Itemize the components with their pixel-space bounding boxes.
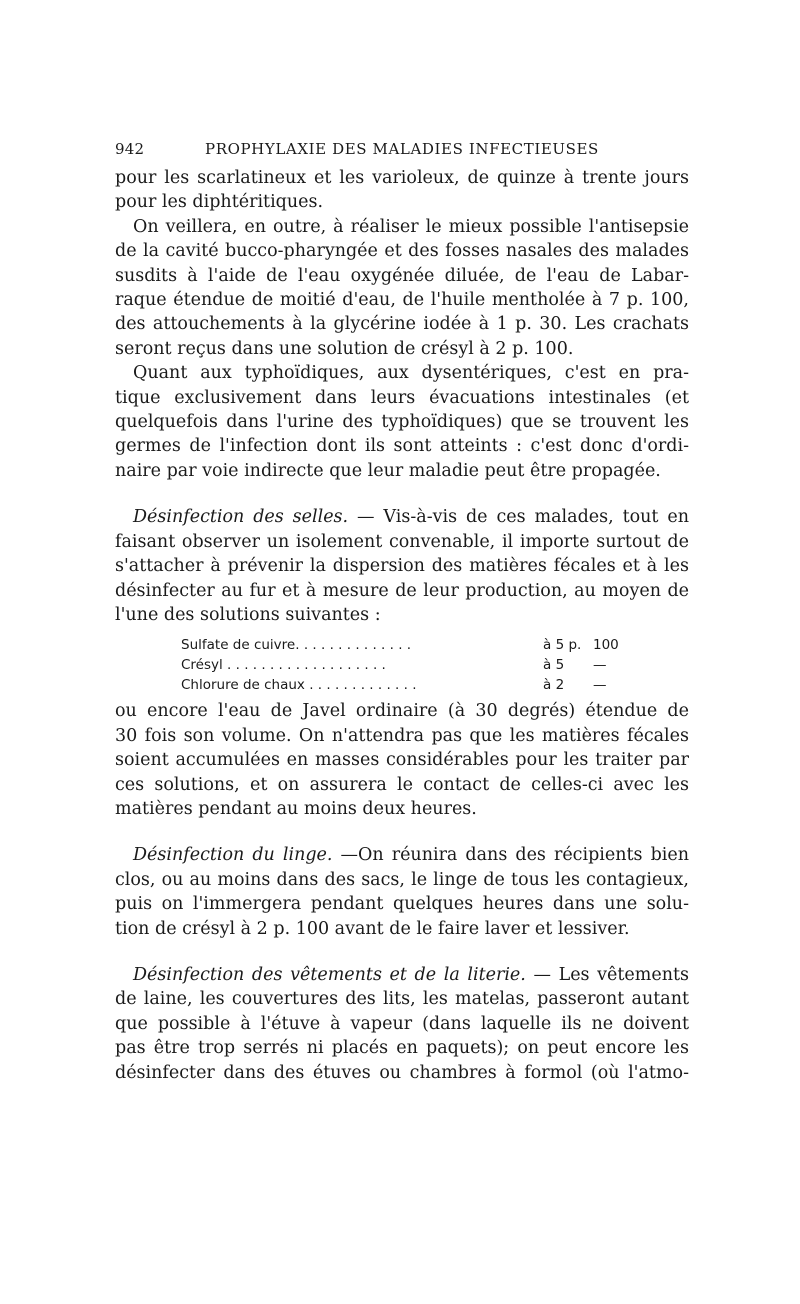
section-desinfection-vetements <box>115 963 689 1085</box>
section-gap <box>115 941 689 963</box>
section-desinfection-selles <box>115 505 689 627</box>
text-line: puis on l'immergera pendant quelques heures dans une solu- <box>115 894 689 915</box>
text-line: ces solutions, et on assurera le contact de celles-ci avec les <box>115 774 689 795</box>
section-title: Désinfection des vêtements et de la literie. <box>133 964 526 985</box>
text-line: raque étendue de moitié d'eau, de l'huile mentholée à 7 p. 100, <box>115 290 689 311</box>
solution-name: Chlorure de chaux . . . . . . . . . . . . . <box>181 677 417 694</box>
solutions-table <box>181 635 633 695</box>
table-row <box>181 675 633 695</box>
text-line: que possible à l'étuve à vapeur (dans laquelle ils ne doivent <box>115 1013 689 1034</box>
page-number: 942 <box>115 140 145 158</box>
solution-unit: 100 <box>593 637 619 654</box>
paragraph-javel <box>115 699 689 821</box>
solution-name: Crésyl . . . . . . . . . . . . . . . . . . . <box>181 657 386 674</box>
section-desinfection-linge <box>115 843 689 941</box>
running-head <box>115 140 689 166</box>
text-line: de laine, les couvertures des lits, les matelas, passeront autant <box>115 989 689 1010</box>
text-line: germes de l'infection dont ils sont atteints : c'est donc d'ordi- <box>115 436 689 457</box>
paragraph-quarantine <box>115 166 689 215</box>
paragraph-typhoidiques <box>115 361 689 483</box>
text-fragment: — Vis-à-vis de ces malades, tout en <box>348 507 689 528</box>
text-line: de la cavité bucco-pharyngée et des fosses nasales des malades <box>115 241 689 262</box>
text-line: désinfecter au fur et à mesure de leur production, au moyen de <box>115 580 689 601</box>
text-line: Quant aux typhoïdiques, aux dysentériques, c'est en pra- <box>133 363 689 384</box>
text-line: faisant observer un isolement convenable, il importe surtout de <box>115 531 689 552</box>
section-title: Désinfection du linge. <box>133 845 333 866</box>
text-line: s'attacher à prévenir la dispersion des matières fécales et à les <box>115 556 689 577</box>
text-line <box>115 843 689 867</box>
text-line: tion de crésyl à 2 p. 100 avant de le faire laver et lessiver. <box>115 918 630 939</box>
text-fragment: —On réunira dans des récipients bien <box>332 845 689 866</box>
solution-unit: — <box>593 677 607 694</box>
text-line: susdits à l'aide de l'eau oxygénée diluée, de l'eau de Labar- <box>115 265 689 286</box>
text-fragment: — Les vêtements <box>525 964 690 985</box>
solution-name: Sulfate de cuivre. . . . . . . . . . . . . . <box>181 637 412 654</box>
solution-ratio: à 5 p. <box>543 637 582 654</box>
section-title: Désinfection des selles. <box>133 507 349 528</box>
text-line: désinfecter dans des étuves ou chambres à formol (où l'atmo- <box>115 1062 689 1083</box>
text-line: naire par voie indirecte que leur maladie peut être propagée. <box>115 460 661 481</box>
solution-unit: — <box>593 657 607 674</box>
running-title: PROPHYLAXIE DES MALADIES INFECTIEUSES <box>205 140 599 158</box>
page <box>115 140 689 1085</box>
text-line: clos, ou au moins dans des sacs, le linge de tous les contagieux, <box>115 869 689 890</box>
text-line: tique exclusivement dans leurs évacuations intestinales (et <box>115 387 689 408</box>
text-line: quelquefois dans l'urine des typhoïdiques) que se trouvent les <box>115 412 689 433</box>
paragraph-antisepsie <box>115 215 689 361</box>
text-line <box>115 505 689 529</box>
section-gap <box>115 821 689 843</box>
text-line: l'une des solutions suivantes : <box>115 604 381 625</box>
table-row <box>181 635 633 655</box>
table-row <box>181 655 633 675</box>
solution-ratio: à 2 <box>543 677 565 694</box>
text-line: On veillera, en outre, à réaliser le mieux possible l'antisepsie <box>133 216 689 237</box>
solution-ratio: à 5 <box>543 657 565 674</box>
text-line <box>115 963 689 987</box>
text-line: pas être trop serrés ni placés en paquets); on peut encore les <box>115 1038 689 1059</box>
text-line: seront reçus dans une solution de crésyl à 2 p. 100. <box>115 338 574 359</box>
text-line: ou encore l'eau de Javel ordinaire (à 30 degrés) étendue de <box>115 701 689 722</box>
text-line: soient accumulées en masses considérables pour les traiter par <box>115 750 689 771</box>
section-gap <box>115 483 689 505</box>
text-line: 30 fois son volume. On n'attendra pas que les matières fécales <box>115 725 689 746</box>
text-line: des attouchements à la glycérine iodée à 1 p. 30. Les crachats <box>115 314 689 335</box>
text-line: matières pendant au moins deux heures. <box>115 798 477 819</box>
text-line: pour les scarlatineux et les varioleux, de quinze à trente jours <box>115 168 689 188</box>
text-line: pour les diphtéritiques. <box>115 192 324 213</box>
